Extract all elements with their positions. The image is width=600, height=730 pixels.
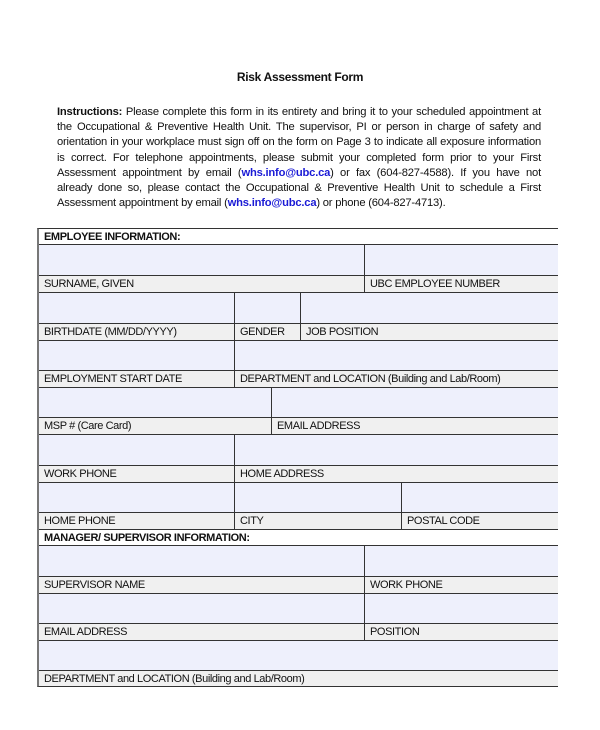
birthdate-field[interactable]	[39, 293, 235, 324]
employee-section-header: EMPLOYEE INFORMATION:	[39, 229, 558, 245]
start-date-field[interactable]	[39, 341, 235, 371]
supervisor-name-field[interactable]	[39, 546, 365, 577]
supervisor-position-label: POSITION	[365, 624, 558, 641]
work-phone-label: WORK PHONE	[39, 466, 235, 483]
home-phone-field[interactable]	[39, 483, 235, 513]
supervisor-email-label: EMAIL ADDRESS	[39, 624, 365, 641]
birthdate-label: BIRTHDATE (MM/DD/YYYY)	[39, 324, 235, 341]
msp-label: MSP # (Care Card)	[39, 418, 272, 435]
department-field[interactable]	[235, 341, 558, 371]
form-table	[37, 228, 558, 687]
supervisor-position-field[interactable]	[365, 594, 558, 624]
work-phone-field[interactable]	[39, 435, 235, 466]
city-label: CITY	[235, 513, 402, 530]
ubc-number-field[interactable]	[365, 245, 558, 276]
gender-field[interactable]	[235, 293, 301, 324]
postal-code-field[interactable]	[402, 483, 558, 513]
surname-label: SURNAME, GIVEN	[39, 276, 365, 293]
email-field[interactable]	[272, 388, 558, 418]
postal-code-label: POSTAL CODE	[402, 513, 558, 530]
surname-field[interactable]	[39, 245, 365, 276]
job-position-field[interactable]	[301, 293, 558, 324]
home-address-label: HOME ADDRESS	[235, 466, 558, 483]
ubc-number-label: UBC EMPLOYEE NUMBER	[365, 276, 558, 293]
start-date-label: EMPLOYMENT START DATE	[39, 371, 235, 388]
home-address-field[interactable]	[235, 435, 558, 466]
instructions-text: Please complete this form in its entirety and bring it to your scheduled appointment at the Occupational & Preventive Health Unit. The supervisor, PI or person in charge of safety and orientation in your workplace must sign off on the form on Page 3 to indicate all exposure information is correct. For telephone appointments, please submit your completed form prior to your First Assessment appointment by email (	[57, 106, 541, 179]
supervisor-work-phone-label: WORK PHONE	[365, 577, 558, 594]
city-field[interactable]	[235, 483, 402, 513]
email-label: EMAIL ADDRESS	[272, 418, 558, 435]
gender-label: GENDER	[235, 324, 301, 341]
email-link[interactable]: whs.info@ubc.ca	[241, 166, 331, 179]
supervisor-work-phone-field[interactable]	[365, 546, 558, 577]
home-phone-label: HOME PHONE	[39, 513, 235, 530]
manager-section-header: MANAGER/ SUPERVISOR INFORMATION:	[39, 530, 558, 546]
email-link[interactable]: whs.info@ubc.ca	[227, 197, 317, 210]
instructions	[57, 105, 541, 211]
department-label: DEPARTMENT and LOCATION (Building and Lab/Room)	[235, 371, 558, 388]
job-position-label: JOB POSITION	[301, 324, 558, 341]
msp-field[interactable]	[39, 388, 272, 418]
instructions-label: Instructions:	[57, 106, 123, 118]
supervisor-department-label: DEPARTMENT and LOCATION (Building and Lab/Room)	[39, 671, 558, 686]
supervisor-name-label: SUPERVISOR NAME	[39, 577, 365, 594]
instructions-text: ) or fax (604-827-4588). If you have not already done so, please contact the Occupational & Preventive Health Unit to schedule a First Assessment appointment by email (	[57, 166, 541, 210]
instructions-text: ) or phone (604-827-4713).	[316, 197, 446, 210]
form-title: Risk Assessment Form	[236, 70, 364, 84]
supervisor-email-field[interactable]	[39, 594, 365, 624]
supervisor-department-field[interactable]	[39, 641, 558, 671]
